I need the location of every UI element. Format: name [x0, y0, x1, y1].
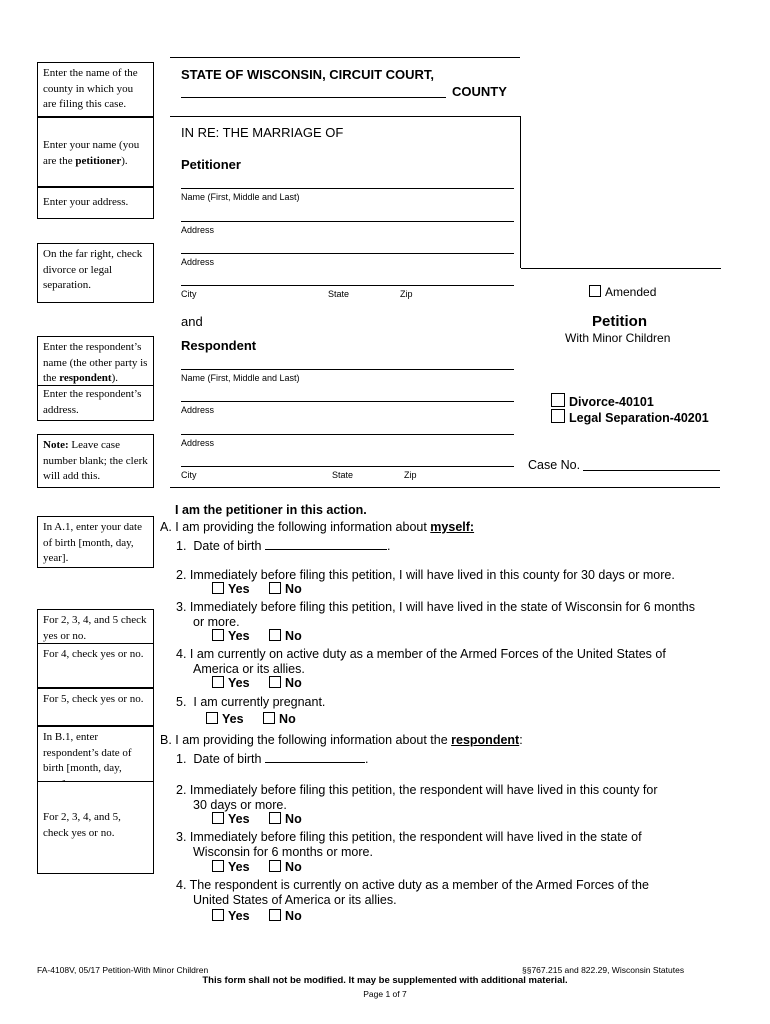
note-check-2345-b: For 2, 3, 4, and 5, check yes or no. [37, 781, 154, 874]
divorce-checkbox[interactable] [551, 393, 565, 407]
caption-bottom-line [170, 487, 720, 488]
petition-subtitle: With Minor Children [565, 331, 671, 345]
b3-yes-option[interactable]: Yes [212, 860, 250, 874]
petitioner-address-label-2: Address [181, 257, 215, 267]
a4-text-line2: America or its allies. [193, 662, 305, 676]
respondent-address-label-1: Address [181, 405, 215, 415]
a3-yes-no [212, 629, 318, 643]
county-label: COUNTY [452, 84, 507, 99]
b3-yes-checkbox[interactable] [212, 860, 224, 872]
a4-no-checkbox[interactable] [269, 676, 281, 688]
a4-yes-no [212, 676, 318, 690]
b2-yes-no [212, 812, 318, 826]
a4-text-line1: 4. I am currently on active duty as a member of the Armed Forces of the United States of [176, 647, 666, 661]
a5-yes-no [206, 712, 312, 726]
petition-title: Petition [592, 313, 647, 330]
note-petitioner-address: Enter your address. [37, 187, 154, 219]
divorce-option[interactable]: Divorce-40101 [551, 393, 654, 409]
caption-top-line [170, 57, 520, 58]
b3-no-checkbox[interactable] [269, 860, 281, 872]
a2-yes-option[interactable]: Yes [212, 582, 250, 596]
section-b-heading: B. I am providing the following information about the respondent: [160, 733, 523, 747]
note-check-4: For 4, check yes or no. [37, 643, 154, 688]
note-respondent-name: Enter the respondent’s name (the other party is the respondent). [37, 336, 154, 386]
a2-yes-checkbox[interactable] [212, 582, 224, 594]
petitioner-address-field-1[interactable] [181, 221, 514, 222]
b4-no-option[interactable]: No [269, 909, 302, 923]
respondent-label: Respondent [181, 338, 257, 353]
page-number: Page 1 of 7 [363, 989, 407, 999]
b1-dob-field[interactable] [265, 750, 365, 763]
a5-text: 5. I am currently pregnant. [176, 695, 326, 709]
b2-no-option[interactable]: No [269, 812, 302, 826]
modification-notice: This form shall not be modified. It may be supplemented with additional material. [202, 975, 568, 986]
a3-yes-option[interactable]: Yes [212, 629, 250, 643]
b4-text-line2: United States of America or its allies. [193, 893, 397, 907]
caption-line-1 [170, 116, 520, 117]
legal-separation-checkbox[interactable] [551, 409, 565, 423]
petitioner-name-field[interactable] [181, 188, 514, 189]
a2-yes-no [212, 582, 318, 596]
petitioner-address-field-2[interactable] [181, 253, 514, 254]
a2-no-checkbox[interactable] [269, 582, 281, 594]
legal-separation-option[interactable]: Legal Separation-40201 [551, 409, 709, 425]
b4-yes-checkbox[interactable] [212, 909, 224, 921]
b3-no-option[interactable]: No [269, 860, 302, 874]
intro-statement: I am the petitioner in this action. [175, 503, 367, 517]
a4-no-option[interactable]: No [269, 676, 302, 690]
a2-text: 2. Immediately before filing this petition, I will have lived in this county for 30 days or more. [176, 568, 675, 582]
b3-text-line2: Wisconsin for 6 months or more. [193, 845, 373, 859]
form-id: FA-4108V, 05/17 Petition-With Minor Children [37, 965, 209, 975]
a3-yes-checkbox[interactable] [212, 629, 224, 641]
note-check-5: For 5, check yes or no. [37, 688, 154, 726]
note-respondent-address: Enter the respondent’s address. [37, 385, 154, 421]
b4-yes-option[interactable]: Yes [212, 909, 250, 923]
a5-no-option[interactable]: No [263, 712, 296, 726]
county-input-line[interactable] [181, 97, 446, 98]
and-label: and [181, 314, 203, 329]
b4-no-checkbox[interactable] [269, 909, 281, 921]
note-case-number: Note: Leave case number blank; the clerk will add this. [37, 434, 154, 488]
note-county: Enter the name of the county in which you are filing this case. [37, 62, 154, 117]
a3-text-line2: or more. [193, 615, 240, 629]
petitioner-address-label-1: Address [181, 225, 215, 235]
respondent-address-label-2: Address [181, 438, 215, 448]
note-check-type: On the far right, check divorce or legal separation. [37, 243, 154, 303]
petitioner-state-label: State [328, 289, 350, 299]
case-no-label: Case No. [528, 458, 581, 472]
petitioner-name-label: Name (First, Middle and Last) [181, 192, 300, 202]
note-check-2345: For 2, 3, 4, and 5 check yes or no. [37, 609, 154, 644]
a3-text-line1: 3. Immediately before filing this petition, I will have lived in the state of Wisconsin for 6 months [176, 600, 695, 614]
respondent-state-label: State [332, 470, 354, 480]
case-no-field[interactable] [583, 470, 720, 471]
b2-yes-checkbox[interactable] [212, 812, 224, 824]
b3-text-line1: 3. Immediately before filing this petition, the respondent will have lived in the state of [176, 830, 642, 844]
petitioner-city-field[interactable] [181, 285, 514, 286]
caption-right-line [520, 116, 521, 268]
b1-row: 1. Date of birth . [176, 752, 369, 766]
respondent-zip-label: Zip [404, 470, 417, 480]
a1-row: 1. Date of birth . [176, 539, 391, 553]
a5-no-checkbox[interactable] [263, 712, 275, 724]
b3-yes-no [212, 860, 318, 874]
b4-text-line1: 4. The respondent is currently on active duty as a member of the Armed Forces of the [176, 878, 649, 892]
a3-no-option[interactable]: No [269, 629, 302, 643]
statutes: §§767.215 and 822.29, Wisconsin Statutes [522, 965, 685, 975]
note-respondent-dob: In B.1, enter respondent’s date of birth [month, day, [37, 726, 154, 782]
respondent-address-field-1[interactable] [181, 401, 514, 402]
respondent-name-label: Name (First, Middle and Last) [181, 373, 300, 383]
respondent-city-field[interactable] [181, 466, 514, 467]
note-petitioner-name: Enter your name (you are the petitioner). [37, 117, 154, 187]
petitioner-zip-label: Zip [400, 289, 413, 299]
b2-yes-option[interactable]: Yes [212, 812, 250, 826]
respondent-city-label: City [181, 470, 197, 480]
a5-yes-checkbox[interactable] [206, 712, 218, 724]
b4-yes-no [212, 909, 318, 923]
b2-text-line1: 2. Immediately before filing this petition, the respondent will have lived in this county for [176, 783, 658, 797]
a4-yes-option[interactable]: Yes [212, 676, 250, 690]
amended-option[interactable]: Amended [589, 285, 656, 299]
a4-yes-checkbox[interactable] [212, 676, 224, 688]
b2-no-checkbox[interactable] [269, 812, 281, 824]
section-a-heading: A. I am providing the following information about myself: [160, 520, 475, 534]
a5-yes-option[interactable]: Yes [206, 712, 244, 726]
amended-checkbox[interactable] [589, 285, 601, 297]
b2-text-line2: 30 days or more. [193, 798, 287, 812]
a1-dob-field[interactable] [265, 537, 387, 550]
court-title: STATE OF WISCONSIN, CIRCUIT COURT, [181, 67, 435, 82]
in-re-title: IN RE: THE MARRIAGE OF [181, 125, 344, 140]
right-panel-line [521, 268, 721, 269]
respondent-address-field-2[interactable] [181, 434, 514, 435]
respondent-name-field[interactable] [181, 369, 514, 370]
a3-no-checkbox[interactable] [269, 629, 281, 641]
a2-no-option[interactable]: No [269, 582, 302, 596]
petitioner-city-label: City [181, 289, 197, 299]
note-dob: In A.1, enter your date of birth [month, day, year]. [37, 516, 154, 568]
petitioner-label: Petitioner [181, 157, 241, 172]
